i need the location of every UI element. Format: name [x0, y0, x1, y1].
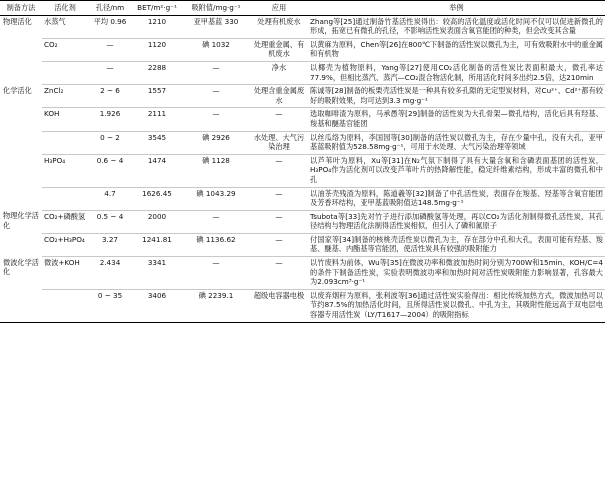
cell-agent	[42, 187, 88, 210]
cell-application: —	[250, 154, 308, 187]
cell-application: 水处理、大气污染治理	[250, 131, 308, 154]
cell-bet: 3341	[132, 257, 182, 290]
cell-pore: 0.6 ~ 4	[88, 154, 132, 187]
header-agent: 活化剂	[42, 1, 88, 16]
header-bet: BET/m²·g⁻¹	[132, 1, 182, 16]
cell-adsorption: —	[182, 85, 250, 108]
cell-example: 以油茶壳残渣为原料，陈道羲等[32]制备了中孔活性炭，表面存在羧基、羟基等含氧官能团及芳香环结构，亚甲基蓝吸附值达148.5mg·g⁻¹	[308, 187, 605, 210]
cell-adsorption: —	[182, 210, 250, 233]
cell-application: —	[250, 108, 308, 131]
cell-adsorption: 碘 1043.29	[182, 187, 250, 210]
cell-adsorption: 亚甲基蓝 330	[182, 15, 250, 38]
cell-method	[0, 289, 42, 322]
cell-example: 付国家等[34]制备的核桃壳活性炭以微孔为主，存在部分中孔和大孔，表面可能有羟基、羧基、醚基、内酯基等官能团，使活性炭具有较强的吸附能力	[308, 233, 605, 256]
cell-adsorption: —	[182, 257, 250, 290]
cell-method	[0, 38, 42, 61]
cell-agent	[42, 61, 88, 84]
cell-bet: 2111	[132, 108, 182, 131]
cell-bet: 1474	[132, 154, 182, 187]
cell-example: 选取咖啡渣为原料，马承愚等[29]制备的活性炭为大孔骨架—微孔结构，活化后具有羟基、羧基和醚基官能团	[308, 108, 605, 131]
cell-pore: 2.434	[88, 257, 132, 290]
cell-example: 陈诚等[28]制备的板栗壳活性炭是一种具有较多孔隙的无定型炭材料，对Cu²⁺、Cd²⁺都有较好的吸附效果，均可达到3.3 mg·g⁻¹	[308, 85, 605, 108]
cell-application: 超级电容器电极	[250, 289, 308, 322]
table-row	[0, 233, 605, 256]
cell-pore: 2 ~ 6	[88, 85, 132, 108]
table-row	[0, 131, 605, 154]
table-row	[0, 15, 605, 38]
cell-method	[0, 233, 42, 256]
cell-method: 物理化学活化	[3, 211, 39, 230]
cell-method: 化学活化	[3, 85, 32, 95]
cell-bet: 3406	[132, 289, 182, 322]
cell-pore: 3.27	[88, 233, 132, 256]
cell-method	[0, 187, 42, 210]
cell-pore: 平均 0.96	[88, 15, 132, 38]
cell-method: 微波化学活化	[3, 257, 39, 277]
cell-agent: KOH	[42, 108, 88, 131]
cell-bet: 2000	[132, 210, 182, 233]
cell-bet: 3545	[132, 131, 182, 154]
cell-method	[0, 131, 42, 154]
cell-bet: 1120	[132, 38, 182, 61]
cell-example: 以芦苇叶为原料，Xu等[31]在N₂气氛下制得了具有大量含氧和含磷表面基团的活性炭，H₃PO₄作为活化剂可以改变芦苇叶片的热降解性能，稳定纤维素结构，形成丰富的微孔和中孔	[308, 154, 605, 187]
cell-agent: 微波+KOH	[42, 257, 88, 290]
cell-method	[0, 108, 42, 131]
cell-application: —	[250, 187, 308, 210]
cell-method	[0, 154, 42, 187]
cell-example: 以废弃烟秆为原料，张利波等[36]通过活性炭实验得出：相比传统加热方式，微波加热可以节约87.5%的加热活化时间，且所得活性炭以微孔、中孔为主，其吸附性能远高于双电层电容器专用活性炭（LY/T1617—2004）的吸附指标	[308, 289, 605, 322]
cell-example: 以椰壳为植物原料，Yang等[27]使用CO₂活化制备的活性炭比表面积最大，微孔率达77.9%，但相比蒸汽、蒸汽—CO₂混合物活化制，所用活化时间多出约2.5倍，达210min	[308, 61, 605, 84]
cell-application: 净水	[250, 61, 308, 84]
header-row	[0, 1, 605, 16]
cell-agent: CO₂+H₃PO₄	[42, 233, 88, 256]
cell-bet: 1626.45	[132, 187, 182, 210]
table-row	[0, 38, 605, 61]
cell-example: Zhang等[25]通过制备竹基活性炭得出：较高的活化温度或活化时间不仅可以促进新微孔的形成，拓宽已有微孔的孔径，不影响活性炭表面含氧官能团的种类，但会改变其含量	[308, 15, 605, 38]
cell-adsorption: 碘 1136.62	[182, 233, 250, 256]
cell-method	[0, 61, 42, 84]
table-row	[0, 210, 605, 233]
cell-bet: 1557	[132, 85, 182, 108]
cell-pore: —	[88, 38, 132, 61]
cell-example: 以丝瓜络为原料，李国园等[30]制备的活性炭以微孔为主，存在少量中孔，没有大孔，亚甲基蓝吸附值为528.58mg·g⁻¹，可用于水处理、大气污染治理等领域	[308, 131, 605, 154]
cell-pore: 0 ~ 2	[88, 131, 132, 154]
header-example: 举例	[308, 1, 605, 16]
cell-adsorption: 碘 1128	[182, 154, 250, 187]
cell-application: 处理含重金属废水	[250, 85, 308, 108]
cell-agent: H₃PO₄	[42, 154, 88, 187]
cell-agent	[42, 131, 88, 154]
cell-example: 以黄麻为原料，Chen等[26]在800℃下制备的活性炭以微孔为主，可有效吸附水中的重金属和有机物	[308, 38, 605, 61]
cell-example: 以竹废料为前体，Wu等[35]在微波功率和微波加热时间分别为700W和15min、KOH/C=4的条件下制备活性炭，实验表明微波功率和加热时间对活性炭吸附能力影响显著，孔容最大为2.093cm³·g⁻¹	[308, 257, 605, 290]
cell-pore: 0 ~ 35	[88, 289, 132, 322]
cell-application: —	[250, 210, 308, 233]
table-row	[0, 154, 605, 187]
cell-agent: 水蒸气	[42, 15, 88, 38]
cell-pore: —	[88, 61, 132, 84]
cell-application: 处理重金属、有机废水	[250, 38, 308, 61]
table-row	[0, 61, 605, 84]
header-pore: 孔径/nm	[88, 1, 132, 16]
cell-application: 处理有机废水	[250, 15, 308, 38]
cell-agent: ZnCl₂	[42, 85, 88, 108]
cell-adsorption: —	[182, 108, 250, 131]
table-row	[0, 257, 605, 290]
cell-adsorption: 碘 1032	[182, 38, 250, 61]
header-adsorption: 吸附值/mg·g⁻¹	[182, 1, 250, 16]
cell-adsorption: —	[182, 61, 250, 84]
cell-application: —	[250, 233, 308, 256]
header-application: 应用	[250, 1, 308, 16]
cell-pore: 4.7	[88, 187, 132, 210]
table-row	[0, 187, 605, 210]
cell-pore: 1.926	[88, 108, 132, 131]
cell-agent: CO₂	[42, 38, 88, 61]
cell-application: —	[250, 257, 308, 290]
cell-method: 物理活化	[3, 16, 32, 26]
cell-pore: 0.5 ~ 4	[88, 210, 132, 233]
cell-example: Tsubota等[33]先对竹子进行添加磷酸氢等处理，再以CO₂为活化剂制得微孔活性炭，其孔径结构与物理活化法制得活性炭相似，但引入了磷和氮原子	[308, 210, 605, 233]
cell-bet: 1241.81	[132, 233, 182, 256]
cell-bet: 1210	[132, 15, 182, 38]
cell-adsorption: 碘 2239.1	[182, 289, 250, 322]
cell-bet: 2288	[132, 61, 182, 84]
cell-agent: CO₂+磷酸氢	[42, 210, 88, 233]
cell-agent	[42, 289, 88, 322]
header-method: 制备方法	[0, 1, 42, 16]
table-row	[0, 289, 605, 322]
table-row	[0, 85, 605, 108]
table-row	[0, 108, 605, 131]
cell-adsorption: 碘 2926	[182, 131, 250, 154]
